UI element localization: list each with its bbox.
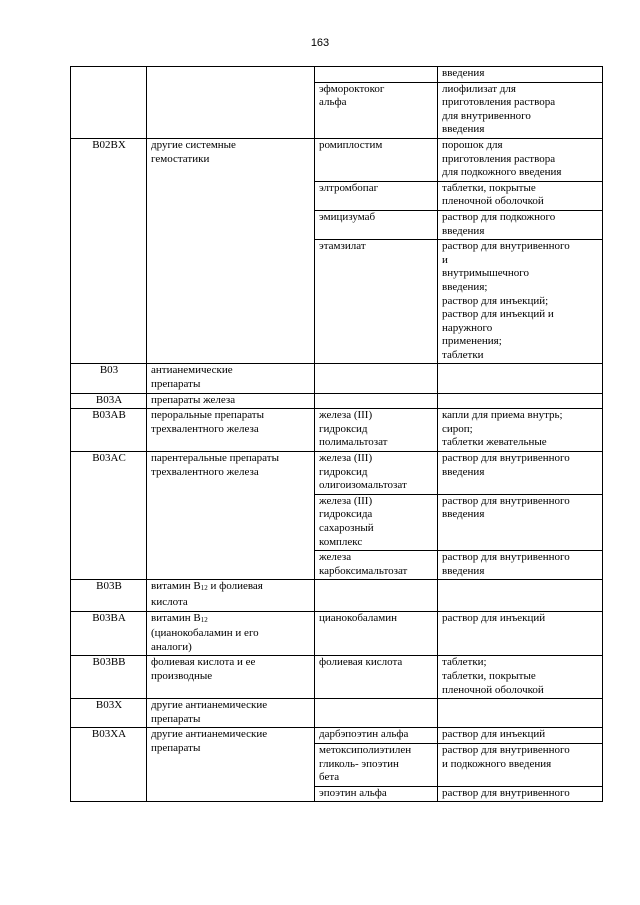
group-line: препараты — [151, 741, 201, 754]
dosage-form-line: пленочной оболочкой — [442, 195, 544, 208]
atc-code-cell: B02BX — [71, 138, 147, 364]
table-row — [71, 67, 603, 83]
dosage-form-cell — [438, 743, 603, 786]
atc-code-cell: B03BB — [71, 656, 147, 699]
subscript: 12 — [200, 615, 208, 624]
dosage-form-line: наружного — [442, 321, 493, 334]
dosage-form-line: и подкожного введения — [442, 757, 552, 770]
group-line: препараты — [151, 712, 201, 725]
dosage-form-line: лиофилизат для — [442, 82, 516, 95]
dosage-form-line: раствор для подкожного — [442, 210, 556, 223]
substance-cell — [315, 494, 438, 550]
substance-line: гликоль- эпоэтин — [319, 757, 399, 770]
dosage-form-cell — [438, 82, 603, 138]
group-cell — [147, 699, 315, 728]
group-cell — [147, 364, 315, 393]
table-row — [71, 728, 603, 744]
substance-line: железа — [319, 551, 352, 564]
dosage-form-cell — [438, 181, 603, 210]
substance-cell — [315, 393, 438, 409]
substance-line: этамзилат — [319, 240, 366, 253]
substance-cell — [315, 138, 438, 181]
substance-line: цианокобаламин — [319, 611, 398, 624]
substance-line: ромиплостим — [319, 138, 383, 151]
dosage-form-line: для внутривенного — [442, 109, 531, 122]
dosage-form-line: таблетки, покрытые — [442, 181, 536, 194]
group-cell — [147, 138, 315, 364]
page-number: 163 — [310, 37, 330, 49]
substance-cell — [315, 82, 438, 138]
group-cell — [147, 580, 315, 611]
dosage-form-cell — [438, 699, 603, 728]
dosage-form-line: раствор для внутривенного — [442, 240, 570, 253]
dosage-form-cell — [438, 580, 603, 611]
dosage-form-line: таблетки, покрытые — [442, 669, 536, 682]
dosage-form-cell — [438, 786, 603, 802]
substance-line: альфа — [319, 96, 347, 109]
substance-line: метоксиполиэтилен — [319, 743, 412, 756]
dosage-form-line: раствор для внутривенного — [442, 786, 570, 799]
atc-code-cell: B03AB — [71, 409, 147, 452]
dosage-form-cell — [438, 67, 603, 83]
dosage-form-cell — [438, 210, 603, 239]
dosage-form-line: таблетки жевательные — [442, 436, 547, 449]
dosage-form-line: раствор для внутривенного — [442, 551, 570, 564]
dosage-form-cell — [438, 551, 603, 580]
dosage-form-line: раствор для инъекций; — [442, 294, 549, 307]
group-cell — [147, 728, 315, 802]
table-row — [71, 580, 603, 611]
dosage-form-line: введения; — [442, 280, 488, 293]
group-cell — [147, 611, 315, 656]
substance-cell — [315, 551, 438, 580]
dosage-form-line: сироп; — [442, 422, 473, 435]
group-line: антианемические — [151, 364, 233, 377]
substance-line: эпоэтин альфа — [319, 786, 387, 799]
table-row — [71, 611, 603, 656]
substance-cell — [315, 409, 438, 452]
substance-cell — [315, 240, 438, 364]
table-row — [71, 364, 603, 393]
group-cell — [147, 452, 315, 580]
dosage-form-line: раствор для инъекций и — [442, 308, 554, 321]
group-cell — [147, 393, 315, 409]
dosage-form-line: применения; — [442, 335, 502, 348]
dosage-form-line: введения — [442, 123, 485, 136]
group-line: фолиевая кислота и ее — [151, 656, 256, 669]
substance-cell — [315, 743, 438, 786]
substance-line: эфмороктоког — [319, 82, 385, 95]
atc-code-cell: B03A — [71, 393, 147, 409]
dosage-form-cell — [438, 393, 603, 409]
group-line: препараты железа — [151, 393, 236, 406]
substance-line: железа (III) — [319, 452, 373, 465]
table-row — [71, 656, 603, 699]
drug-table — [70, 66, 603, 802]
substance-line: эмицизумаб — [319, 210, 376, 223]
dosage-form-cell — [438, 611, 603, 656]
table-row — [71, 409, 603, 452]
substance-cell — [315, 181, 438, 210]
substance-line: элтромбопаг — [319, 181, 379, 194]
dosage-form-line: раствор для инъекций — [442, 728, 546, 741]
group-cell — [147, 656, 315, 699]
dosage-form-line: пленочной оболочкой — [442, 683, 544, 696]
substance-cell — [315, 580, 438, 611]
substance-cell — [315, 210, 438, 239]
substance-line: сахарозный — [319, 522, 374, 534]
group-line: парентеральные препараты — [151, 452, 279, 465]
substance-line: гидроксида — [319, 508, 373, 521]
group-line: производные — [151, 669, 213, 682]
dosage-form-cell — [438, 452, 603, 495]
atc-code-cell: B03X — [71, 699, 147, 728]
substance-line: дарбэпоэтин альфа — [319, 728, 409, 741]
atc-code-cell: B03AC — [71, 452, 147, 580]
substance-cell — [315, 364, 438, 393]
group-cell — [147, 409, 315, 452]
substance-line: гидроксид — [319, 465, 368, 478]
dosage-form-line: введения — [442, 465, 485, 478]
group-line: другие антианемические — [151, 699, 268, 712]
group-line: другие системные — [151, 138, 236, 151]
atc-code-cell: B03BA — [71, 611, 147, 656]
dosage-form-line: раствор для внутривенного — [442, 743, 570, 756]
dosage-form-cell — [438, 494, 603, 550]
group-line: другие антианемические — [151, 728, 268, 741]
substance-cell — [315, 656, 438, 699]
group-line: кислота — [151, 595, 188, 608]
substance-line: железа (III) — [319, 409, 373, 422]
table-row — [71, 699, 603, 728]
dosage-form-line: для подкожного введения — [442, 166, 562, 179]
dosage-form-line: приготовления раствора — [442, 152, 556, 165]
group-line: трехвалентного железа — [151, 422, 259, 435]
substance-cell — [315, 452, 438, 495]
dosage-form-line: раствор для инъекций — [442, 611, 546, 624]
group-line: витамин B12 — [151, 611, 208, 624]
atc-code-cell — [71, 67, 147, 139]
dosage-form-cell — [438, 656, 603, 699]
substance-line: комплекс — [319, 535, 363, 548]
substance-cell — [315, 699, 438, 728]
subscript: 12 — [200, 584, 208, 593]
table-row — [71, 138, 603, 181]
substance-cell — [315, 611, 438, 656]
substance-cell — [315, 728, 438, 744]
dosage-form-line: введения — [442, 508, 485, 521]
atc-code-cell: B03B — [71, 580, 147, 611]
substance-line: карбоксимальтозат — [319, 564, 408, 577]
dosage-form-cell — [438, 409, 603, 452]
dosage-form-line: капли для приема внутрь; — [442, 409, 563, 422]
dosage-form-cell — [438, 138, 603, 181]
group-line: трехвалентного железа — [151, 465, 259, 478]
dosage-form-line: введения — [442, 67, 485, 79]
dosage-form-line: введения — [442, 224, 485, 237]
dosage-form-line: таблетки; — [442, 656, 487, 669]
substance-line: олигоизомальтозат — [319, 479, 407, 492]
group-tail: и фолиевая — [207, 580, 263, 593]
group-line: аналоги) — [151, 640, 192, 653]
dosage-form-line: приготовления раствора — [442, 96, 556, 109]
dosage-form-line: и — [442, 253, 448, 266]
dosage-form-line: внутримышечного — [442, 267, 529, 280]
substance-line: гидроксид — [319, 422, 368, 435]
atc-code-cell: B03 — [71, 364, 147, 393]
group-line: витамин B12 и фолиевая — [151, 580, 263, 593]
dosage-form-line: введения — [442, 564, 485, 577]
dosage-form-cell — [438, 728, 603, 744]
group-cell — [147, 67, 315, 139]
group-line: (цианокобаламин и его — [151, 627, 259, 640]
dosage-form-cell — [438, 364, 603, 393]
dosage-form-line: порошок для — [442, 138, 503, 151]
table-row — [71, 452, 603, 495]
table-row — [71, 393, 603, 409]
group-line: препараты — [151, 378, 201, 391]
substance-line: фолиевая кислота — [319, 656, 403, 669]
substance-line: железа (III) — [319, 494, 373, 507]
group-line: гемостатики — [151, 152, 210, 165]
substance-cell — [315, 67, 438, 83]
substance-cell — [315, 786, 438, 802]
group-line: пероральные препараты — [151, 409, 264, 422]
dosage-form-cell — [438, 240, 603, 364]
dosage-form-line: раствор для внутривенного — [442, 452, 570, 465]
substance-line: полимальтозат — [319, 436, 388, 449]
dosage-form-line: таблетки — [442, 348, 484, 361]
dosage-form-line: раствор для внутривенного — [442, 494, 570, 507]
atc-code-cell: B03XA — [71, 728, 147, 802]
substance-line: бета — [319, 771, 340, 784]
